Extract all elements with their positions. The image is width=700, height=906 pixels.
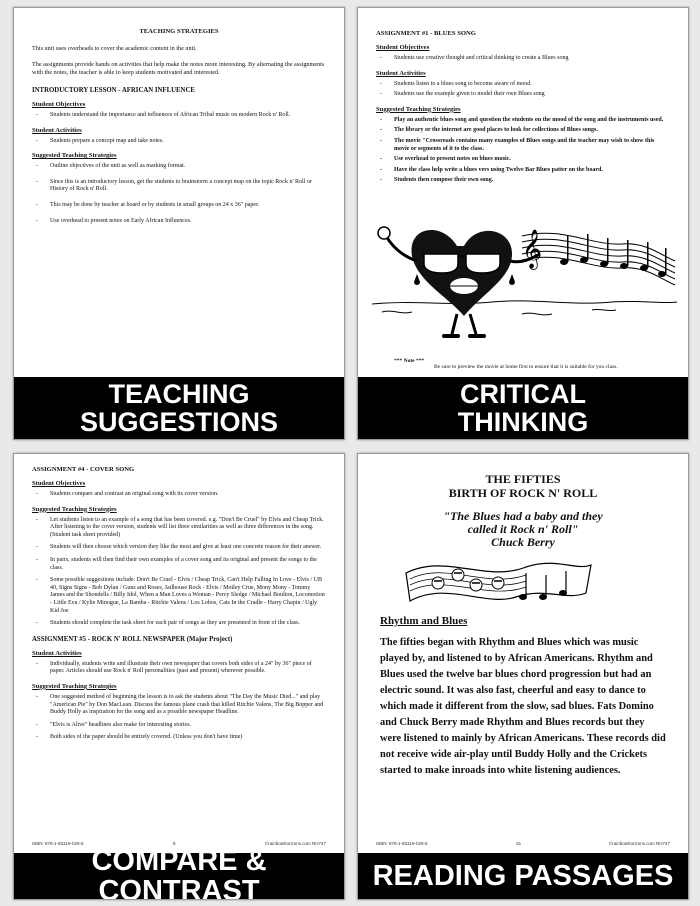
list-item: - Let students listen to an example of a song that has been covered. e.g. "Don't Be Cruel" by Elvis and Cheap Trick. After listening to the cover version, students will list three similarities as well as three differences in the song. (Student task sheet provided) [36, 516, 324, 538]
list-item: - Students prepare a concept map and take notes. [36, 137, 164, 144]
section-heading: Student Activities [32, 126, 82, 134]
page-subtitle: BIRTH OF ROCK N' ROLL [448, 486, 598, 500]
list-item: - Individually, students write and illustrate their own newspaper that covers both sides of a 24" by 36" piece of paper. Articles should use Rock n' Roll personalities (past and present) wherever possible. [36, 660, 312, 675]
list-item: - One suggested method of beginning the lesson is to ask the students about "The Day the Music Died..." and play "American Pie" by Don MacLean. Discuss the famous plane crash that killed Ritchie Valens, The Big Bopper and Buddy Holly as inspiration for the song and as a possible newspaper Headline. [36, 693, 324, 716]
list-item: - Some possible suggestions include: Don't Be Cruel - Elvis / Cheap Trick, Can't Help Falling In Love - Elvis / UB 40, Signs Signs - Bob Dylan / Guns and Roses, Jailhouse Rock - Elvis / Motley Crue, Mony Mony - Tommy James and the Shondells / Billy Idol, When a Man Loves a Woman - Percy Sledge / Michael Boulton, Locomotion - Little Eva / Kylie Minogue, La Bamba - Ritchie Valens / Los Lobos, Cats In the Cradle - Harry Chapin / Ugly Kid Joe [36, 577, 325, 614]
page-body [14, 8, 344, 228]
assignment-title: ASSIGNMENT #5 - ROCK N' ROLL NEWSPAPER (Major Project) [32, 635, 233, 643]
list-item: - Students will then choose which version they like the most and give at least one concrete reason for their answer. [36, 544, 322, 551]
list-item: - Use overhead to present notes on blues music. [380, 156, 511, 163]
banner: TEACHING SUGGESTIONS [14, 377, 344, 439]
section-heading: Suggested Teaching Strategies [376, 105, 461, 113]
list-item: - Use overhead to present notes on Early African Influences. [36, 217, 192, 224]
intro-paragraph: The assignments provide hands on activities that help make the notes more interesting. By alternating the assignments with the notes, the teacher is able to keep students motivated and interested. [32, 61, 325, 76]
section-heading: Student Objectives [32, 480, 86, 487]
list-item: - Have the class help write a blues vers using Twelve Bar Blues patter on the board. [380, 166, 603, 173]
page-reading-passages [357, 453, 689, 900]
list-item: - Students use creative thought and critical thinking to create a Blues song [380, 55, 569, 61]
list-item: - Students then compose their own song. [380, 177, 494, 184]
list-item: - Students should complete the task sheet for each pair of songs as they are presented in front of the class. [36, 620, 300, 627]
list-item: - Students compare and contrast an original song with its cover version. [36, 491, 219, 497]
list-item: - Both sides of the paper should be entirely covered. (Unless you don't have time) [36, 734, 243, 741]
banner: COMPARE & CONTRAST [14, 853, 344, 899]
list-item: - This may be done by teacher at board or by students in small groups on 24 x 36" paper. [36, 201, 260, 208]
page-title: THE FIFTIES [485, 472, 561, 486]
section-heading: Student Objectives [32, 101, 86, 108]
page-title: ASSIGNMENT #4 - COVER SONG [32, 466, 135, 473]
list-item: - Students listen to a blues song to become aware of mood. [380, 80, 532, 87]
page-footer: ISBN: 978-1-55319-029-5 15 ©rainbowhorizons.com RH747 [376, 841, 670, 846]
lesson-title: INTRODUCTORY LESSON - AFRICAN INFLUENCE [32, 87, 195, 94]
page-footer: ISBN: 978-1-55319-029-5 8 ©rainbowhorizons.com RH747 [32, 841, 326, 846]
banner: READING PASSAGES [358, 853, 688, 899]
section-heading: Student Activities [376, 69, 426, 77]
list-item: - Students understand the importance and influences of African Tribal music on modern Rock n' Roll. [36, 112, 291, 118]
page-compare-contrast [13, 453, 345, 900]
list-item: - The library or the internet are good places to look for collections of Blues songs. [380, 127, 598, 134]
page-body [358, 8, 688, 188]
section-heading: Suggested Teaching Strategies [32, 682, 117, 690]
list-item: - Students use the example given to model their own Blues song [380, 91, 545, 98]
page-title: ASSIGNMENT #1 - BLUES SONG [376, 30, 476, 37]
list-item: - Outline objectives of the unit as well as marking format. [36, 163, 186, 170]
music-banner-illustration [396, 553, 596, 615]
quote: "The Blues had a baby and they called it Rock n' Roll" Chuck Berry [443, 509, 603, 549]
page-title: TEACHING STRATEGIES [139, 28, 219, 35]
list-item: - In pairs, students will then find their own examples of a cover song and its original and present the songs to the class. [36, 556, 317, 571]
singing-heart-illustration [372, 216, 677, 351]
page-body [358, 454, 688, 779]
note: *** Note *** Be sure to preview the movie at home first to ensure that it is suitable for you class. [394, 358, 618, 370]
intro-paragraph: This unit uses overheads to cover the academic content in the unit. [32, 45, 197, 52]
section-heading: Suggested Teaching Strategies [32, 152, 117, 160]
banner: CRITICAL THINKING [358, 377, 688, 439]
list-item: - Since this is an introductory lesson, get the students to brainstorm a concept map on the topic Rock n' Roll or History of Rock n' Roll. [36, 178, 312, 193]
page-teaching-suggestions [13, 7, 345, 440]
svg-text:𝄞: 𝄞 [522, 229, 543, 269]
list-item: - The movie "Crossroads contains many examples of Blues songs and the teacher may wish to show this movie or segments of it to the class. [380, 137, 655, 152]
section-heading: Rhythm and Blues [380, 615, 468, 627]
list-item: - Play an authentic blues song and question the students on the mood of the song and the instruments used. [380, 116, 664, 123]
list-item: - "Elvis is Alive" headlines also make for interesting stories. [36, 721, 192, 728]
page-body [14, 454, 344, 745]
section-heading: Suggested Teaching Strategies [32, 505, 117, 513]
page-critical-thinking [357, 7, 689, 440]
reading-passage: The fifties began with Rhythm and Blues which was music played by, and listened to by African Americans. Rhythm and Blues used the twelve bar blues chord progression but had an electric sound. It was also fast, cheerful and easy to dance to which made it different from the slow, sad blues. Fats Domino and Chuck Berry made Rhythm and Blues records but they were listened to mainly by African Americans. These records did not receive wide air-play until Buddy Holly and the Crickets started to make inroads into white listening audiences. [380, 637, 666, 776]
section-heading: Student Activities [32, 649, 82, 657]
section-heading: Student Objectives [376, 44, 430, 51]
